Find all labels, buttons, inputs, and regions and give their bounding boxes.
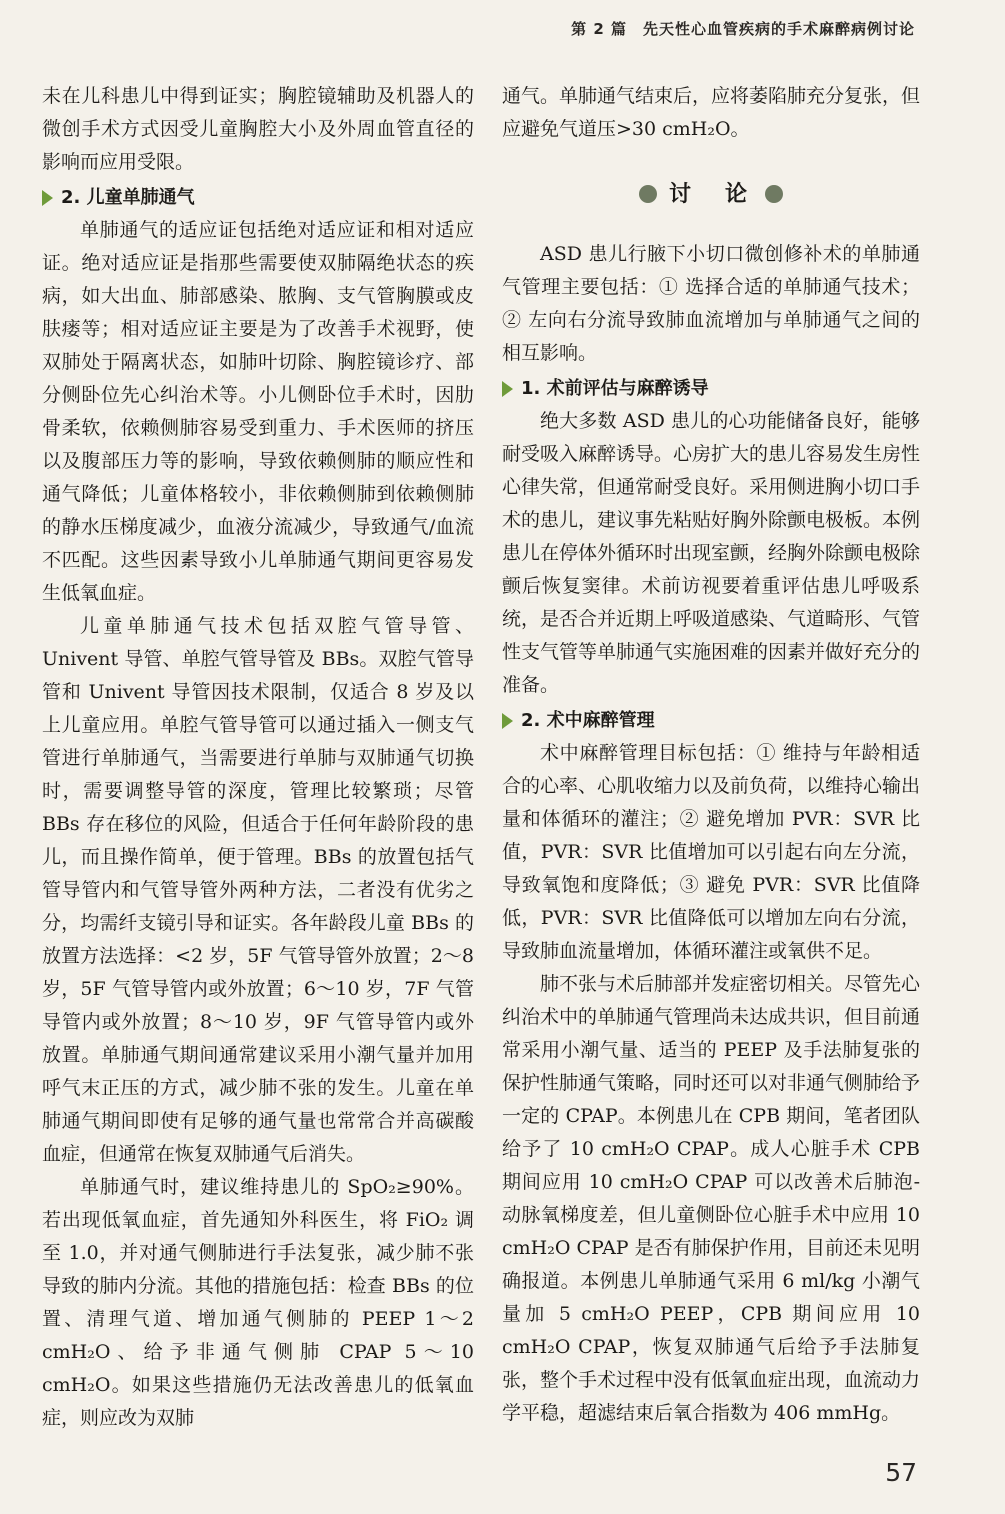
section-title <box>502 176 920 212</box>
subsection-heading-text: 1. 术前评估与麻醉诱导 <box>521 378 709 399</box>
left-column <box>42 80 474 1435</box>
subsection-heading <box>502 372 920 405</box>
triangle-bullet-icon <box>42 190 53 206</box>
subsection-heading <box>42 181 474 214</box>
right-column <box>502 80 920 1430</box>
paragraph: ASD 患儿行腋下小切口微创修补术的单肺通气管理主要包括：① 选择合适的单肺通气技术；② 左向右分流导致肺血流增加与单肺通气之间的相互影响。 <box>502 243 920 364</box>
paragraph: 绝大多数 ASD 患儿的心功能储备良好，能够耐受吸入麻醉诱导。心房扩大的患儿容易发生房性心律失常，但通常耐受良好。采用侧进胸小切口手术的患儿，建议事先粘贴好胸外除颤电极板。本例患儿在停体外循环时出现室颤，经胸外除颤电极除颤后恢复窦律。术前访视要着重评估患儿呼吸系统，是否合并近期上呼吸道感染、气道畸形、气管性支气管等单肺通气实施困难的因素并做好充分的准备。 <box>502 410 921 696</box>
section-title-text: 讨 论 <box>668 181 753 207</box>
bullet-dot-icon <box>765 185 783 203</box>
paragraph: 单肺通气时，建议维持患儿的 SpO₂≥90%。若出现低氧血症，首先通知外科医生，将 FiO₂ 调至 1.0，并对通气侧肺进行手法复张，减少肺不张导致的肺内分流。其他的措施包括：检查 BBs 的位置、清理气道、增加通气侧肺的 PEEP 1～2 cmH₂O、给予非通气侧肺 CPAP 5～10 cmH₂O。如果这些措施仍无法改善患儿的低氧血症，则应改为双肺 <box>42 1176 474 1429</box>
subsection-heading-text: 2. 儿童单肺通气 <box>61 187 195 208</box>
paragraph: 儿童单肺通气技术包括双腔气管导管、Univent 导管、单腔气管导管及 BBs。双腔气管导管和 Univent 导管因技术限制，仅适合 8 岁及以上儿童应用。单腔气管导管可以通过插入一侧支气管进行单肺通气，当需要进行单肺与双肺通气切换时，需要调整导管的深度，管理比较繁琐；尽管 BBs 存在移位的风险，但适合于任何年龄阶段的患儿，而且操作简单，便于管理。BBs 的放置包括气管导管内和气管导管外两种方法，二者没有优劣之分，均需纤支镜引导和证实。各年龄段儿童 BBs 的放置方法选择：<2 岁，5F 气管导管外放置；2～8 岁，5F 气管导管内或外放置；6～10 岁，7F 气管导管内或外放置；8～10 岁，9F 气管导管内或外放置。单肺通气期间通常建议采用小潮气量并加用呼气末正压的方式，减少肺不张的发生。儿童在单肺通气期间即使有足够的通气量也常常合并高碳酸血症，但通常在恢复双肺通气后消失。 <box>42 615 474 1165</box>
subsection-heading <box>502 704 920 737</box>
paragraph: 术中麻醉管理目标包括：① 维持与年龄相适合的心率、心肌收缩力以及前负荷，以维持心输出量和体循环的灌注；② 避免增加 PVR：SVR 比值，PVR：SVR 比值增加可以引起右向左分流，导致氧饱和度降低；③ 避免 PVR：SVR 比值降低，PVR：SVR 比值降低可以增加左向右分流，导致肺血流量增加，体循环灌注或氧供不足。 <box>502 742 921 962</box>
bullet-dot-icon <box>639 185 657 203</box>
paragraph: 未在儿科患儿中得到证实；胸腔镜辅助及机器人的微创手术方式因受儿童胸腔大小及外周血管直径的影响而应用受限。 <box>42 85 474 173</box>
paragraph: 通气。单肺通气结束后，应将萎陷肺充分复张，但应避免气道压>30 cmH₂O。 <box>502 85 921 140</box>
triangle-bullet-icon <box>502 381 513 397</box>
paragraph: 肺不张与术后肺部并发症密切相关。尽管先心纠治术中的单肺通气管理尚未达成共识，但目前通常采用小潮气量、适当的 PEEP 及手法肺复张的保护性肺通气策略，同时还可以对非通气侧肺给予一定的 CPAP。本例患儿在 CPB 期间，笔者团队给予了 10 cmH₂O CPAP。成人心脏手术 CPB 期间应用 10 cmH₂O CPAP 可以改善术后肺泡-动脉氧梯度差，但儿童侧卧位心脏手术中应用 10 cmH₂O CPAP 是否有肺保护作用，目前还未见明确报道。本例患儿单肺通气采用 6 ml/kg 小潮气量加 5 cmH₂O PEEP，CPB 期间应用 10 cmH₂O CPAP，恢复双肺通气后给予手法肺复张，整个手术过程中没有低氧血症出现，血流动力学平稳，超滤结束后氧合指数为 406 mmHg。 <box>502 973 921 1424</box>
subsection-heading-text: 2. 术中麻醉管理 <box>521 710 655 731</box>
triangle-bullet-icon <box>502 713 513 729</box>
page-number: 57 <box>885 1458 917 1487</box>
running-header: 第 2 篇 先天性心血管疾病的手术麻醉病例讨论 <box>571 20 915 38</box>
paragraph: 单肺通气的适应证包括绝对适应证和相对适应证。绝对适应证是指那些需要使双肺隔绝状态的疾病，如大出血、肺部感染、脓胸、支气管胸膜或皮肤瘘等；相对适应证主要是为了改善手术视野，使双肺处于隔离状态，如肺叶切除、胸腔镜诊疗、部分侧卧位先心纠治术等。小儿侧卧位手术时，因肋骨柔软，依赖侧肺容易受到重力、手术医师的挤压以及腹部压力等的影响，导致依赖侧肺的顺应性和通气降低；儿童体格较小，非依赖侧肺到依赖侧肺的静水压梯度减少，血液分流减少，导致通气/血流不匹配。这些因素导致小儿单肺通气期间更容易发生低氧血症。 <box>42 219 474 604</box>
